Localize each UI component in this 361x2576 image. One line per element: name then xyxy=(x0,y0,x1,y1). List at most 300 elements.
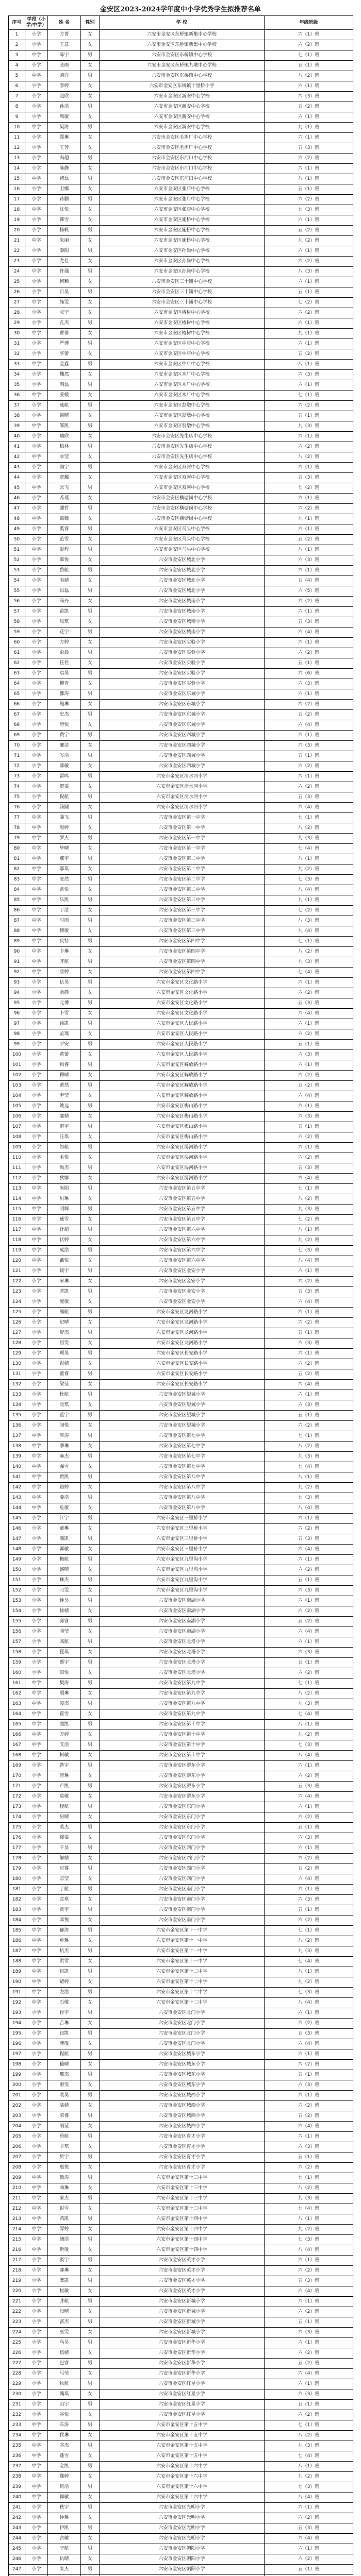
cell-name: 周敏 xyxy=(48,112,81,123)
cell-school: 六安市金安区第十五中学 xyxy=(100,2431,265,2441)
cell-name: 伊凯 xyxy=(48,2523,81,2534)
cell-sex: 女 xyxy=(81,679,100,689)
cell-stage: 小学 xyxy=(25,782,48,792)
cell-sex: 男 xyxy=(81,710,100,720)
cell-sex: 女 xyxy=(81,1730,100,1740)
table-row xyxy=(9,236,353,246)
cell-class: 五（1）班 xyxy=(265,1411,353,1421)
cell-sex: 男 xyxy=(81,2091,100,2101)
table-row xyxy=(9,700,353,710)
cell-class: 七（1）班 xyxy=(265,813,353,823)
cell-school: 六安市金安区东河口中心学校 xyxy=(100,154,265,164)
cell-stage: 中学 xyxy=(25,421,48,432)
cell-no: 25 xyxy=(9,277,25,287)
cell-name: 雷鸣 xyxy=(48,772,81,782)
cell-name: 卢凯 xyxy=(48,1782,81,1792)
cell-school: 六安市金安区翁墩中心学校 xyxy=(100,411,265,421)
cell-sex: 女 xyxy=(81,411,100,421)
table-row xyxy=(9,257,353,267)
cell-name: 花宇 xyxy=(48,628,81,638)
cell-sex: 女 xyxy=(81,349,100,360)
cell-sex: 女 xyxy=(81,1627,100,1637)
cell-no: 91 xyxy=(9,957,25,968)
table-row xyxy=(9,1534,353,1545)
cell-no: 199 xyxy=(9,2070,25,2080)
cell-name: 隗琪 xyxy=(48,2389,81,2400)
cell-school: 六安市金安区红星小学 xyxy=(100,2410,265,2420)
cell-sex: 男 xyxy=(81,2029,100,2039)
cell-stage: 小学 xyxy=(25,1328,48,1338)
table-row xyxy=(9,2317,353,2328)
cell-no: 79 xyxy=(9,834,25,844)
cell-stage: 中学 xyxy=(25,174,48,184)
cell-school: 六安市金安区第十二中学 xyxy=(100,1977,265,1988)
cell-class: 六（2）班 xyxy=(265,504,353,514)
cell-school: 六安市金安区南湖小学 xyxy=(100,1606,265,1617)
cell-name: 全凯 xyxy=(48,2462,81,2472)
cell-name: 尹莹 xyxy=(48,1091,81,1101)
cell-no: 14 xyxy=(9,164,25,174)
cell-class: 九（2）班 xyxy=(265,1977,353,1988)
cell-stage: 小学 xyxy=(25,638,48,648)
cell-no: 191 xyxy=(9,1988,25,1998)
cell-school: 六安市金安区淠东小学 xyxy=(100,1771,265,1782)
cell-name: 计超 xyxy=(48,1225,81,1235)
cell-class: 五（2）班 xyxy=(265,1369,353,1380)
table-row xyxy=(9,1421,353,1431)
cell-name: 祁航 xyxy=(48,1143,81,1153)
cell-no: 96 xyxy=(9,1009,25,1019)
cell-stage: 小学 xyxy=(25,2369,48,2379)
cell-school: 六安市金安区解放路小学 xyxy=(100,1091,265,1101)
cell-sex: 男 xyxy=(81,1617,100,1627)
cell-stage: 小学 xyxy=(25,1009,48,1019)
cell-stage: 小学 xyxy=(25,1637,48,1648)
cell-class: 六（4）班 xyxy=(265,1297,353,1308)
cell-no: 205 xyxy=(9,2132,25,2142)
cell-class: 六（2）班 xyxy=(265,1153,353,1163)
cell-class: 六（2）班 xyxy=(265,761,353,772)
table-row xyxy=(9,1926,353,1936)
cell-class: 七（3）班 xyxy=(265,875,353,885)
table-row xyxy=(9,895,353,906)
cell-sex: 女 xyxy=(81,555,100,566)
cell-name: 卫娜 xyxy=(48,184,81,195)
cell-name: 娄浩 xyxy=(48,1493,81,1503)
cell-class: 六（1）班 xyxy=(265,164,353,174)
cell-no: 176 xyxy=(9,1833,25,1843)
cell-class: 六（1）班 xyxy=(265,1885,353,1895)
cell-stage: 小学 xyxy=(25,720,48,731)
cell-no: 129 xyxy=(9,1349,25,1359)
table-row xyxy=(9,1122,353,1132)
cell-school: 六安市金安区第九中学 xyxy=(100,1709,265,1720)
cell-name: 薛敏 xyxy=(48,761,81,772)
table-row xyxy=(9,2214,353,2225)
table-row xyxy=(9,2554,353,2565)
cell-stage: 小学 xyxy=(25,1380,48,1390)
cell-stage: 小学 xyxy=(25,2132,48,2142)
cell-no: 212 xyxy=(9,2204,25,2214)
table-row xyxy=(9,391,353,401)
table-row xyxy=(9,1658,353,1668)
cell-stage: 小学 xyxy=(25,1668,48,1679)
cell-name: 於宇 xyxy=(48,2153,81,2163)
cell-class: 六（2）班 xyxy=(265,2513,353,2523)
cell-school: 六安市金安区横塘岗中心学校 xyxy=(100,494,265,504)
cell-no: 72 xyxy=(9,761,25,772)
cell-school: 六安市金安区新城小学 xyxy=(100,2328,265,2338)
cell-stage: 小学 xyxy=(25,2091,48,2101)
cell-name: 罗杰 xyxy=(48,834,81,844)
cell-sex: 女 xyxy=(81,308,100,318)
cell-no: 50 xyxy=(9,535,25,545)
cell-name: 湛宇 xyxy=(48,1122,81,1132)
cell-class: 六（1）班 xyxy=(265,432,353,442)
cell-stage: 小学 xyxy=(25,2060,48,2070)
cell-sex: 男 xyxy=(81,813,100,823)
cell-no: 159 xyxy=(9,1658,25,1668)
cell-school: 六安市金安区育才小学 xyxy=(100,2132,265,2142)
cell-school: 六安市金安区新华小学 xyxy=(100,2369,265,2379)
cell-school: 六安市金安区张店中心学校 xyxy=(100,195,265,205)
cell-school: 六安市金安区清水河小学 xyxy=(100,772,265,782)
table-row xyxy=(9,215,353,226)
cell-sex: 女 xyxy=(81,1689,100,1699)
cell-sex: 女 xyxy=(81,2101,100,2111)
cell-class: 七（3）班 xyxy=(265,1493,353,1503)
cell-school: 六安市金安区第六中学 xyxy=(100,1246,265,1256)
cell-class: 六（1）班 xyxy=(265,1308,353,1318)
cell-sex: 女 xyxy=(81,1586,100,1596)
cell-class: 六（1）班 xyxy=(265,1596,353,1606)
table-row xyxy=(9,1812,353,1823)
cell-class: 六（4）班 xyxy=(265,2534,353,2544)
table-row xyxy=(9,1524,353,1534)
cell-sex: 女 xyxy=(81,432,100,442)
cell-name: 凤琪 xyxy=(48,617,81,628)
cell-school: 六安市金安区光明小学 xyxy=(100,2534,265,2544)
table-row xyxy=(9,1246,353,1256)
cell-sex: 男 xyxy=(81,1472,100,1483)
table-row xyxy=(9,1452,353,1462)
cell-sex: 男 xyxy=(81,380,100,391)
table-row xyxy=(9,1575,353,1586)
cell-class: 五（2）班 xyxy=(265,1617,353,1627)
cell-name: 柯敏 xyxy=(48,1751,81,1761)
table-row xyxy=(9,1586,353,1596)
cell-stage: 小学 xyxy=(25,658,48,669)
cell-class: 六（2）班 xyxy=(265,700,353,710)
cell-name: 龚敏 xyxy=(48,2039,81,2049)
cell-no: 173 xyxy=(9,1802,25,1812)
cell-sex: 女 xyxy=(81,1565,100,1575)
cell-name: 汪琪 xyxy=(48,1132,81,1143)
cell-school: 六安市金安区金安小学 xyxy=(100,1287,265,1297)
table-row xyxy=(9,2523,353,2534)
cell-class: 八（2）班 xyxy=(265,452,353,463)
cell-name: 乐凯 xyxy=(48,895,81,906)
header-stage: 学段（小学/中学） xyxy=(25,16,48,30)
cell-school: 六安市金安区清水河小学 xyxy=(100,782,265,792)
cell-school: 六安市金安区马头中心学校 xyxy=(100,535,265,545)
cell-no: 11 xyxy=(9,133,25,143)
cell-school: 六安市金安区西城小学 xyxy=(100,751,265,761)
cell-school: 六安市金安区第七中学 xyxy=(100,1431,265,1442)
cell-stage: 小学 xyxy=(25,92,48,102)
cell-name: 凌杰 xyxy=(48,1699,81,1709)
cell-name: 贲宇 xyxy=(48,1905,81,1916)
cell-class: 九（3）班 xyxy=(265,1699,353,1709)
table-header xyxy=(9,16,353,30)
cell-school: 六安市金安区东城小学 xyxy=(100,700,265,710)
cell-stage: 小学 xyxy=(25,607,48,617)
cell-name: 窦宇 xyxy=(48,463,81,473)
cell-school: 六安市金安区北塔小学 xyxy=(100,1648,265,1658)
cell-school: 六安市金安区第二中学 xyxy=(100,865,265,875)
cell-stage: 中学 xyxy=(25,2235,48,2245)
cell-school: 六安市金安区第十六中学 xyxy=(100,2482,265,2493)
cell-no: 216 xyxy=(9,2245,25,2256)
cell-school: 六安市金安区红星小学 xyxy=(100,2400,265,2410)
cell-sex: 女 xyxy=(81,514,100,524)
cell-stage: 小学 xyxy=(25,700,48,710)
cell-name: 孔杰 xyxy=(48,318,81,329)
cell-sex: 女 xyxy=(81,968,100,978)
cell-stage: 小学 xyxy=(25,277,48,287)
cell-stage: 小学 xyxy=(25,2359,48,2369)
table-row xyxy=(9,2194,353,2204)
cell-no: 137 xyxy=(9,1431,25,1442)
cell-stage: 中学 xyxy=(25,2173,48,2183)
table-row xyxy=(9,1493,353,1503)
cell-stage: 小学 xyxy=(25,1905,48,1916)
cell-no: 193 xyxy=(9,2008,25,2019)
cell-class: 八（1）班 xyxy=(265,854,353,865)
cell-school: 六安市金安区第十一中学 xyxy=(100,1946,265,1957)
cell-class: 八（3）班 xyxy=(265,916,353,926)
cell-name: 阮琪 xyxy=(48,1400,81,1411)
cell-no: 101 xyxy=(9,1060,25,1071)
table-row xyxy=(9,246,353,257)
cell-sex: 女 xyxy=(81,947,100,957)
cell-sex: 女 xyxy=(81,1318,100,1328)
cell-sex: 男 xyxy=(81,1411,100,1421)
cell-stage: 小学 xyxy=(25,133,48,143)
cell-stage: 小学 xyxy=(25,2400,48,2410)
cell-name: 莫敏 xyxy=(48,1792,81,1802)
cell-sex: 女 xyxy=(81,215,100,226)
cell-no: 98 xyxy=(9,1029,25,1040)
cell-no: 76 xyxy=(9,803,25,813)
cell-sex: 女 xyxy=(81,164,100,174)
cell-class: 七（4）班 xyxy=(265,1462,353,1472)
cell-sex: 男 xyxy=(81,524,100,535)
cell-school: 六安市金安区第四中学 xyxy=(100,957,265,968)
cell-school: 六安市金安区望城小学 xyxy=(100,1400,265,1411)
cell-sex: 女 xyxy=(81,1194,100,1205)
cell-sex: 男 xyxy=(81,751,100,761)
cell-school: 六安市金安区三里桥小学 xyxy=(100,1524,265,1534)
cell-name: 谢晴 xyxy=(48,411,81,421)
cell-no: 160 xyxy=(9,1668,25,1679)
cell-school: 六安市金安区第二中学 xyxy=(100,854,265,865)
table-row xyxy=(9,1782,353,1792)
cell-stage: 中学 xyxy=(25,1215,48,1225)
cell-name: 吉琳 xyxy=(48,2019,81,2029)
cell-no: 69 xyxy=(9,731,25,741)
table-row xyxy=(9,947,353,957)
table-row xyxy=(9,1380,353,1390)
cell-school: 六安市金安区西门小学 xyxy=(100,1874,265,1885)
cell-sex: 女 xyxy=(81,1297,100,1308)
cell-stage: 小学 xyxy=(25,1864,48,1874)
cell-school: 六安市金安区英才小学 xyxy=(100,2276,265,2286)
cell-class: 六（4）班 xyxy=(265,2369,353,2379)
cell-sex: 女 xyxy=(81,1380,100,1390)
cell-sex: 男 xyxy=(81,2235,100,2245)
cell-class: 六（3）班 xyxy=(265,2142,353,2153)
cell-no: 146 xyxy=(9,1524,25,1534)
cell-sex: 女 xyxy=(81,1400,100,1411)
cell-sex: 男 xyxy=(81,71,100,81)
cell-school: 六安市金安区清水河小学 xyxy=(100,803,265,813)
cell-name: 甄涛 xyxy=(48,2173,81,2183)
cell-sex: 男 xyxy=(81,1885,100,1895)
cell-stage: 小学 xyxy=(25,1606,48,1617)
cell-name: 朱丽 xyxy=(48,236,81,246)
table-row xyxy=(9,1472,353,1483)
cell-name: 舒杰 xyxy=(48,1328,81,1338)
cell-sex: 女 xyxy=(81,61,100,71)
table-row xyxy=(9,1689,353,1699)
cell-school: 六安市金安区梅山路小学 xyxy=(100,1132,265,1143)
cell-stage: 中学 xyxy=(25,2493,48,2503)
cell-school: 六安市金安区淠河路小学 xyxy=(100,1153,265,1163)
table-row xyxy=(9,1225,353,1235)
cell-stage: 中学 xyxy=(25,2472,48,2482)
cell-class: 六（4）班 xyxy=(265,1792,353,1802)
header-sex: 性别 xyxy=(81,16,100,30)
cell-name: 嵇晴 xyxy=(48,2060,81,2070)
cell-school: 六安市金安区淠河路小学 xyxy=(100,1174,265,1184)
cell-class: 八（4）班 xyxy=(265,885,353,895)
table-row xyxy=(9,978,353,988)
cell-stage: 中学 xyxy=(25,2420,48,2431)
cell-sex: 男 xyxy=(81,1864,100,1874)
table-row xyxy=(9,586,353,597)
cell-sex: 男 xyxy=(81,1246,100,1256)
cell-no: 126 xyxy=(9,1318,25,1328)
cell-name: 倪航 xyxy=(48,792,81,803)
cell-no: 111 xyxy=(9,1163,25,1174)
cell-no: 197 xyxy=(9,2049,25,2060)
cell-no: 93 xyxy=(9,978,25,988)
table-row xyxy=(9,2389,353,2400)
cell-class: 六（2）班 xyxy=(265,1318,353,1328)
cell-stage: 小学 xyxy=(25,1081,48,1091)
cell-stage: 中学 xyxy=(25,2441,48,2451)
table-row xyxy=(9,298,353,308)
cell-name: 段晴 xyxy=(48,2307,81,2317)
cell-sex: 女 xyxy=(81,1648,100,1658)
cell-school: 六安市金安区第四中学 xyxy=(100,947,265,957)
cell-school: 六安市金安区木厂中心学校 xyxy=(100,380,265,391)
cell-name: 贾凯 xyxy=(48,1472,81,1483)
cell-stage: 中学 xyxy=(25,1503,48,1514)
cell-school: 六安市金安区东桥镇新集中心学校 xyxy=(100,40,265,50)
cell-sex: 女 xyxy=(81,988,100,998)
cell-no: 53 xyxy=(9,566,25,576)
cell-no: 42 xyxy=(9,452,25,463)
cell-name: 卞琳 xyxy=(48,947,81,957)
cell-school: 六安市金安区第三中学 xyxy=(100,906,265,916)
cell-stage: 中学 xyxy=(25,1225,48,1235)
cell-no: 203 xyxy=(9,2111,25,2122)
cell-sex: 男 xyxy=(81,669,100,679)
table-row xyxy=(9,2348,353,2359)
table-row xyxy=(9,329,353,339)
cell-stage: 中学 xyxy=(25,483,48,494)
table-row xyxy=(9,1050,353,1060)
table-row xyxy=(9,349,353,360)
table-row xyxy=(9,2008,353,2019)
cell-stage: 中学 xyxy=(25,906,48,916)
cell-sex: 男 xyxy=(81,2173,100,2183)
cell-class: 六（2）班 xyxy=(265,1606,353,1617)
cell-name: 殷婷 xyxy=(48,823,81,834)
cell-stage: 中学 xyxy=(25,1472,48,1483)
cell-no: 125 xyxy=(9,1308,25,1318)
cell-class: 五（3）班 xyxy=(265,1782,353,1792)
cell-sex: 男 xyxy=(81,1019,100,1029)
table-row xyxy=(9,813,353,823)
cell-sex: 女 xyxy=(81,1668,100,1679)
cell-class: 六（2）班 xyxy=(265,2348,353,2359)
table-row xyxy=(9,2493,353,2503)
cell-class: 八（3）班 xyxy=(265,267,353,277)
cell-no: 45 xyxy=(9,483,25,494)
cell-class: 六（2）班 xyxy=(265,2266,353,2276)
table-row xyxy=(9,1936,353,1946)
cell-class: 六（1）班 xyxy=(265,1143,353,1153)
cell-class: 六（2）班 xyxy=(265,401,353,411)
cell-stage: 小学 xyxy=(25,617,48,628)
table-row xyxy=(9,720,353,731)
cell-school: 六安市金安区淠河路小学 xyxy=(100,1163,265,1174)
cell-school: 六安市金安区第十六中学 xyxy=(100,2462,265,2472)
cell-school: 六安市金安区第十一中学 xyxy=(100,1936,265,1946)
cell-sex: 女 xyxy=(81,2369,100,2379)
cell-no: 82 xyxy=(9,865,25,875)
cell-no: 44 xyxy=(9,473,25,483)
cell-no: 74 xyxy=(9,782,25,792)
cell-name: 杭杰 xyxy=(48,1946,81,1957)
cell-sex: 女 xyxy=(81,236,100,246)
cell-sex: 女 xyxy=(81,2431,100,2441)
page-title: 金安区2023-2024学年度中小学优秀学生拟推荐名单 xyxy=(100,6,261,13)
cell-no: 178 xyxy=(9,1854,25,1864)
cell-school: 六安市金安区城东小学 xyxy=(100,2080,265,2091)
cell-class: 六（2）班 xyxy=(265,257,353,267)
cell-class: 六（1）班 xyxy=(265,1843,353,1854)
cell-school: 六安市金安区三十铺中心学校 xyxy=(100,298,265,308)
cell-name: 郑琳 xyxy=(48,133,81,143)
cell-school: 六安市金安区人民路小学 xyxy=(100,1050,265,1060)
cell-name: 元博 xyxy=(48,998,81,1009)
cell-name: 童琳 xyxy=(48,1524,81,1534)
cell-no: 8 xyxy=(9,102,25,112)
